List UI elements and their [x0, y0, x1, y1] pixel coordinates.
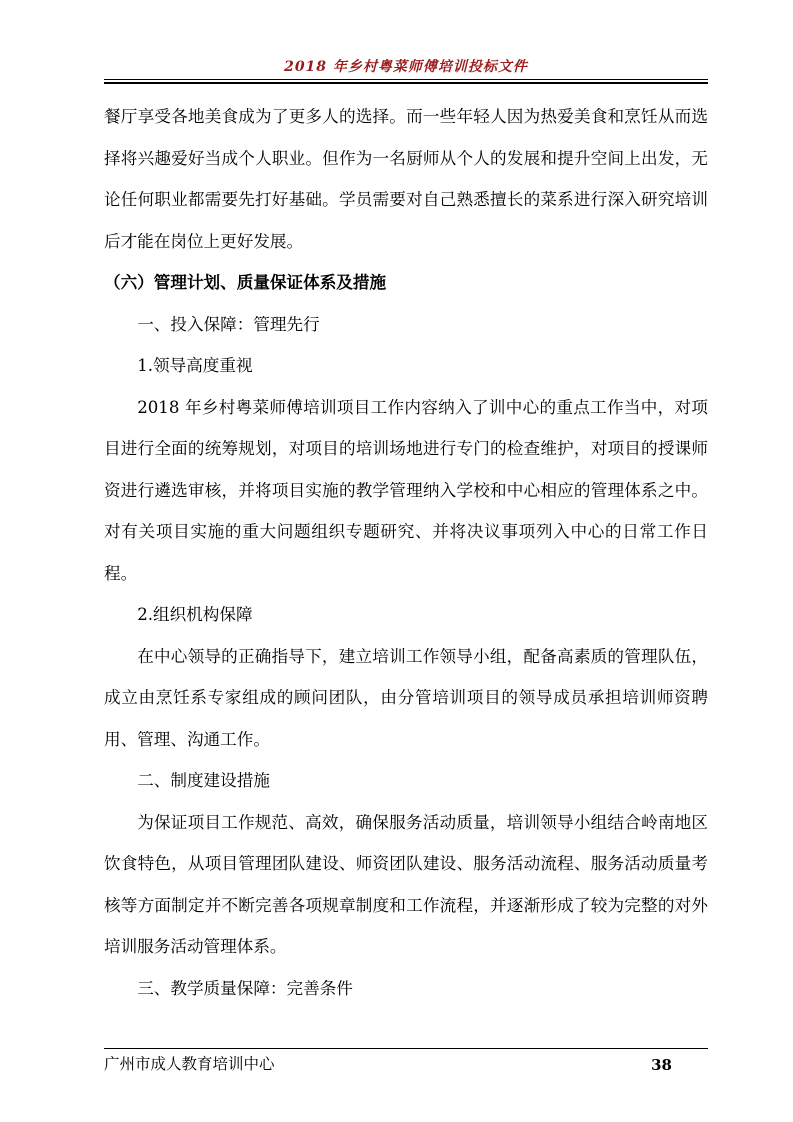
page-header-title: 2018 年乡村粤菜师傅培训投标文件 [284, 59, 528, 75]
paragraph-1: 餐厅享受各地美食成为了更多人的选择。而一些年轻人因为热爱美食和烹饪从而选择将兴趣爱好当成个人职业。但作为一名厨师从个人的发展和提升空间上出发，无论任何职业都需要先打好基础。学员需要对自己熟悉擅长的菜系进行深入研究培训后才能在岗位上更好发展。 [104, 107, 708, 251]
paragraph-4: 为保证项目工作规范、高效，确保服务活动质量，培训领导小组结合岭南地区饮食特色，从项目管理团队建设、师资团队建设、服务活动流程、服务活动质量考核等方面制定并不断完善各项规章制度和工作流程，并逐渐形成了较为完整的对外培训服务活动管理体系。 [104, 812, 708, 956]
paragraph-2: 2018 年乡村粤菜师傅培训项目工作内容纳入了训中心的重点工作当中，对项目进行全面的统筹规划，对项目的培训场地进行专门的检查维护，对项目的授课师资进行遴选审核，并将项目实施的教学管理纳入学校和中心相应的管理体系之中。对有关项目实施的重大问题组织专题研究、并将决议事项列入中心的日常工作日程。 [104, 397, 708, 583]
item-heading-2: 2.组织机构保障 [137, 605, 253, 624]
header-rule-thick [104, 82, 708, 84]
footer-rule [104, 1048, 708, 1049]
paragraph-3: 在中心领导的正确指导下，建立培训工作领导小组，配备高素质的管理队伍，成立由烹饪系专家组成的顾问团队，由分管培训项目的领导成员承担培训师资聘用、管理、沟通工作。 [104, 646, 708, 749]
subsection-heading-1: 一、投入保障：管理先行 [137, 314, 320, 334]
footer-organization: 广州市成人教育培训中心 [104, 1055, 275, 1073]
subsection-heading-3: 三、教学质量保障：完善条件 [137, 978, 353, 998]
page-number: 38 [651, 1056, 672, 1074]
subsection-heading-2: 二、制度建设措施 [137, 771, 270, 790]
document-body [104, 96, 708, 1009]
section-heading: （六）管理计划、质量保证体系及措施 [104, 272, 387, 292]
item-heading-1: 1.领导高度重视 [137, 356, 253, 375]
header-rule [104, 79, 708, 80]
